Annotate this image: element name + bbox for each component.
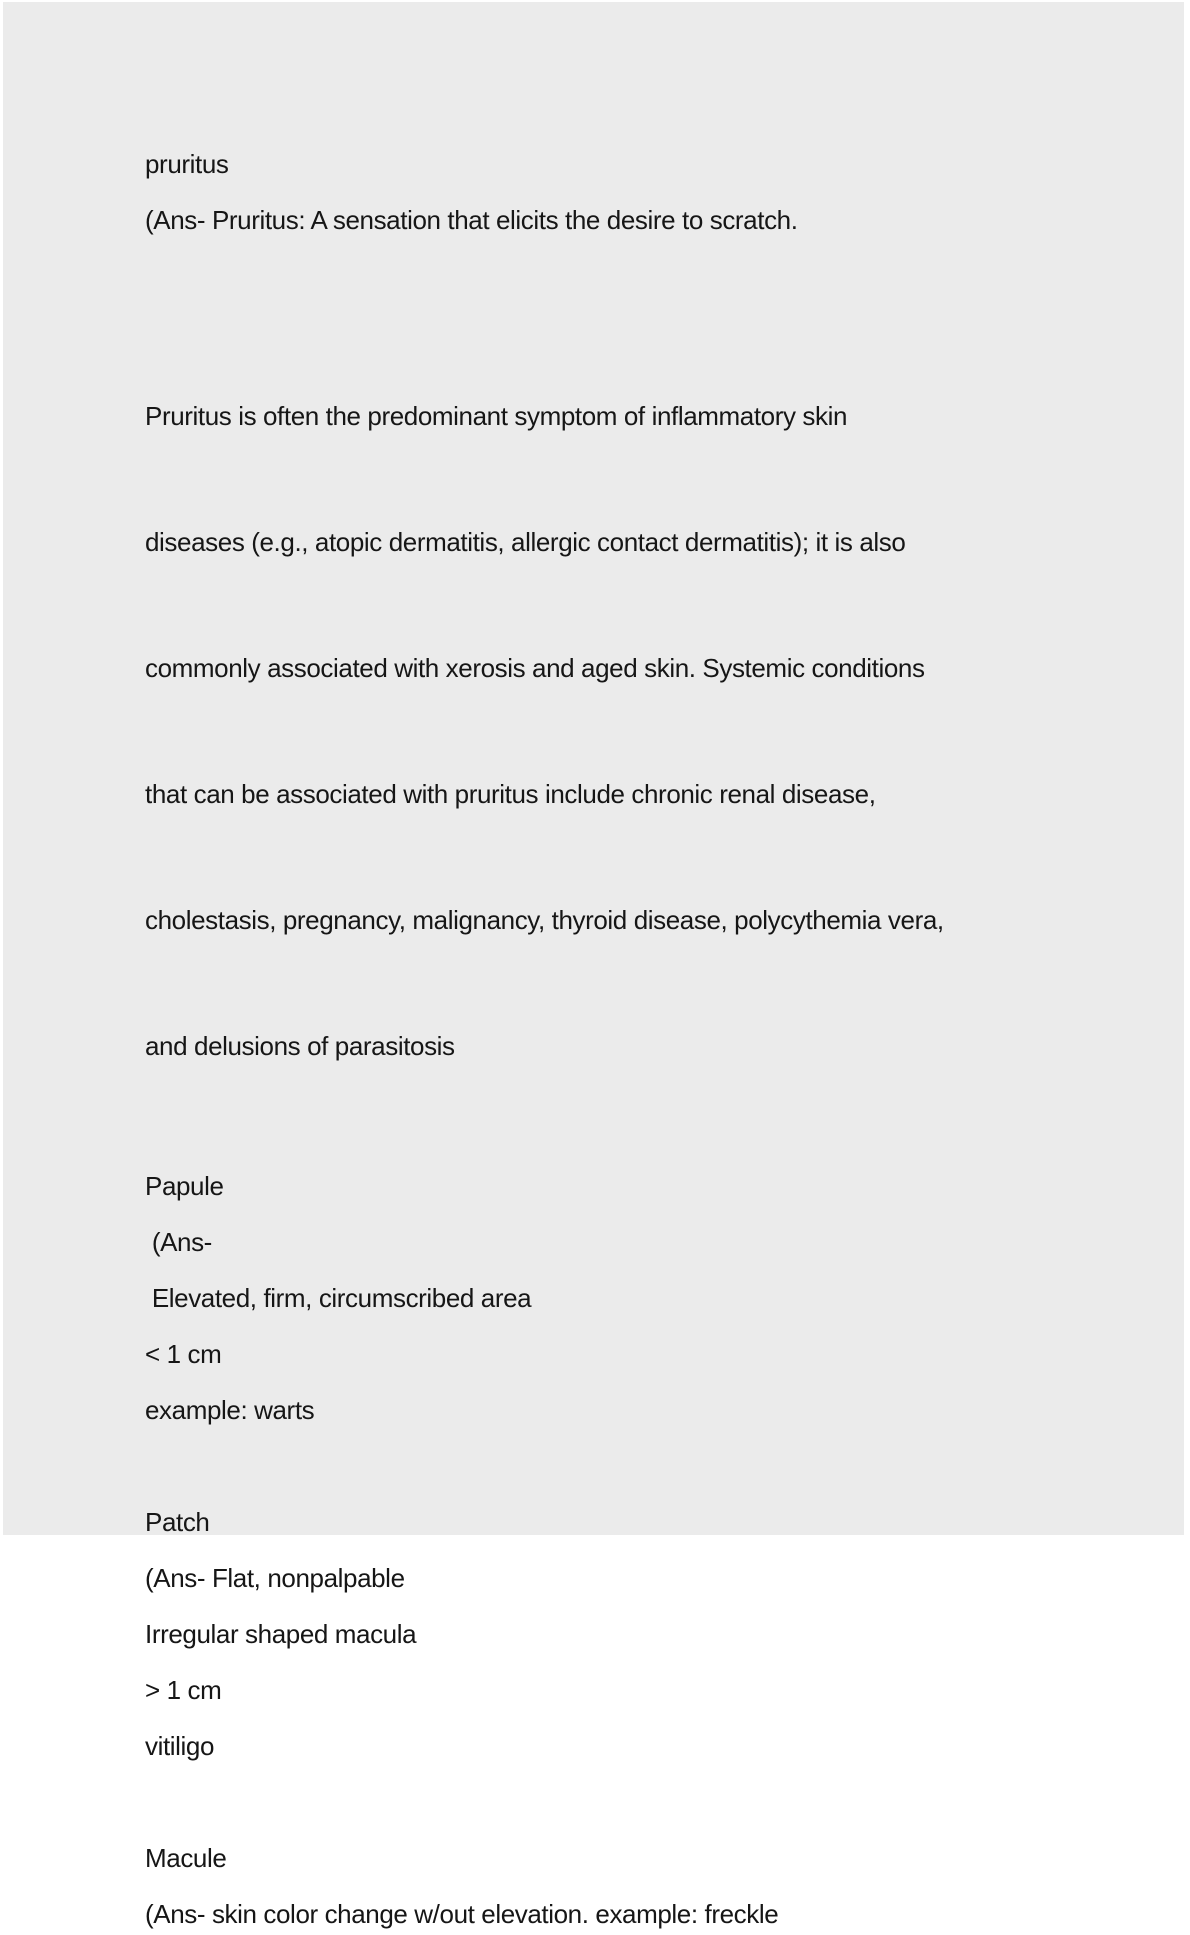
- patch-example: vitiligo: [145, 1731, 215, 1761]
- answer-macule-definition: (Ans- skin color change w/out elevation. example: freckle: [145, 1899, 779, 1929]
- term-papule: Papule: [145, 1171, 224, 1201]
- answer-patch-description: (Ans- Flat, nonpalpable: [145, 1563, 405, 1593]
- text-line: and delusions of parasitosis: [145, 1031, 455, 1061]
- text-line: cholestasis, pregnancy, malignancy, thyroid disease, polycythemia vera,: [145, 905, 944, 935]
- blank-paragraph: [145, 1445, 1144, 1487]
- text-line: commonly associated with xerosis and aged skin. Systemic conditions: [145, 653, 925, 683]
- patch-size: > 1 cm: [145, 1675, 222, 1705]
- paragraph-pruritus-details: [145, 311, 1144, 1151]
- text-line: diseases (e.g., atopic dermatitis, allergic contact dermatitis); it is also: [145, 527, 906, 557]
- papule-description: Elevated, firm, circumscribed area: [145, 1283, 532, 1313]
- term-pruritus: pruritus: [145, 149, 229, 179]
- term-macule: Macule: [145, 1843, 227, 1873]
- text-line: that can be associated with pruritus include chronic renal disease,: [145, 779, 876, 809]
- blank-paragraph: [145, 1781, 1144, 1823]
- papule-size: < 1 cm: [145, 1339, 222, 1369]
- answer-papule-marker: (Ans-: [145, 1227, 212, 1257]
- term-patch: Patch: [145, 1507, 210, 1537]
- patch-shape: Irregular shaped macula: [145, 1619, 417, 1649]
- text-line: Pruritus is often the predominant symptom of inflammatory skin: [145, 401, 848, 431]
- answer-pruritus-definition: (Ans- Pruritus: A sensation that elicits the desire to scratch.: [145, 205, 798, 235]
- document-content: [3, 2, 1184, 1935]
- document-page: [3, 2, 1184, 1929]
- papule-example: example: warts: [145, 1395, 315, 1425]
- blank-paragraph: [145, 255, 1144, 297]
